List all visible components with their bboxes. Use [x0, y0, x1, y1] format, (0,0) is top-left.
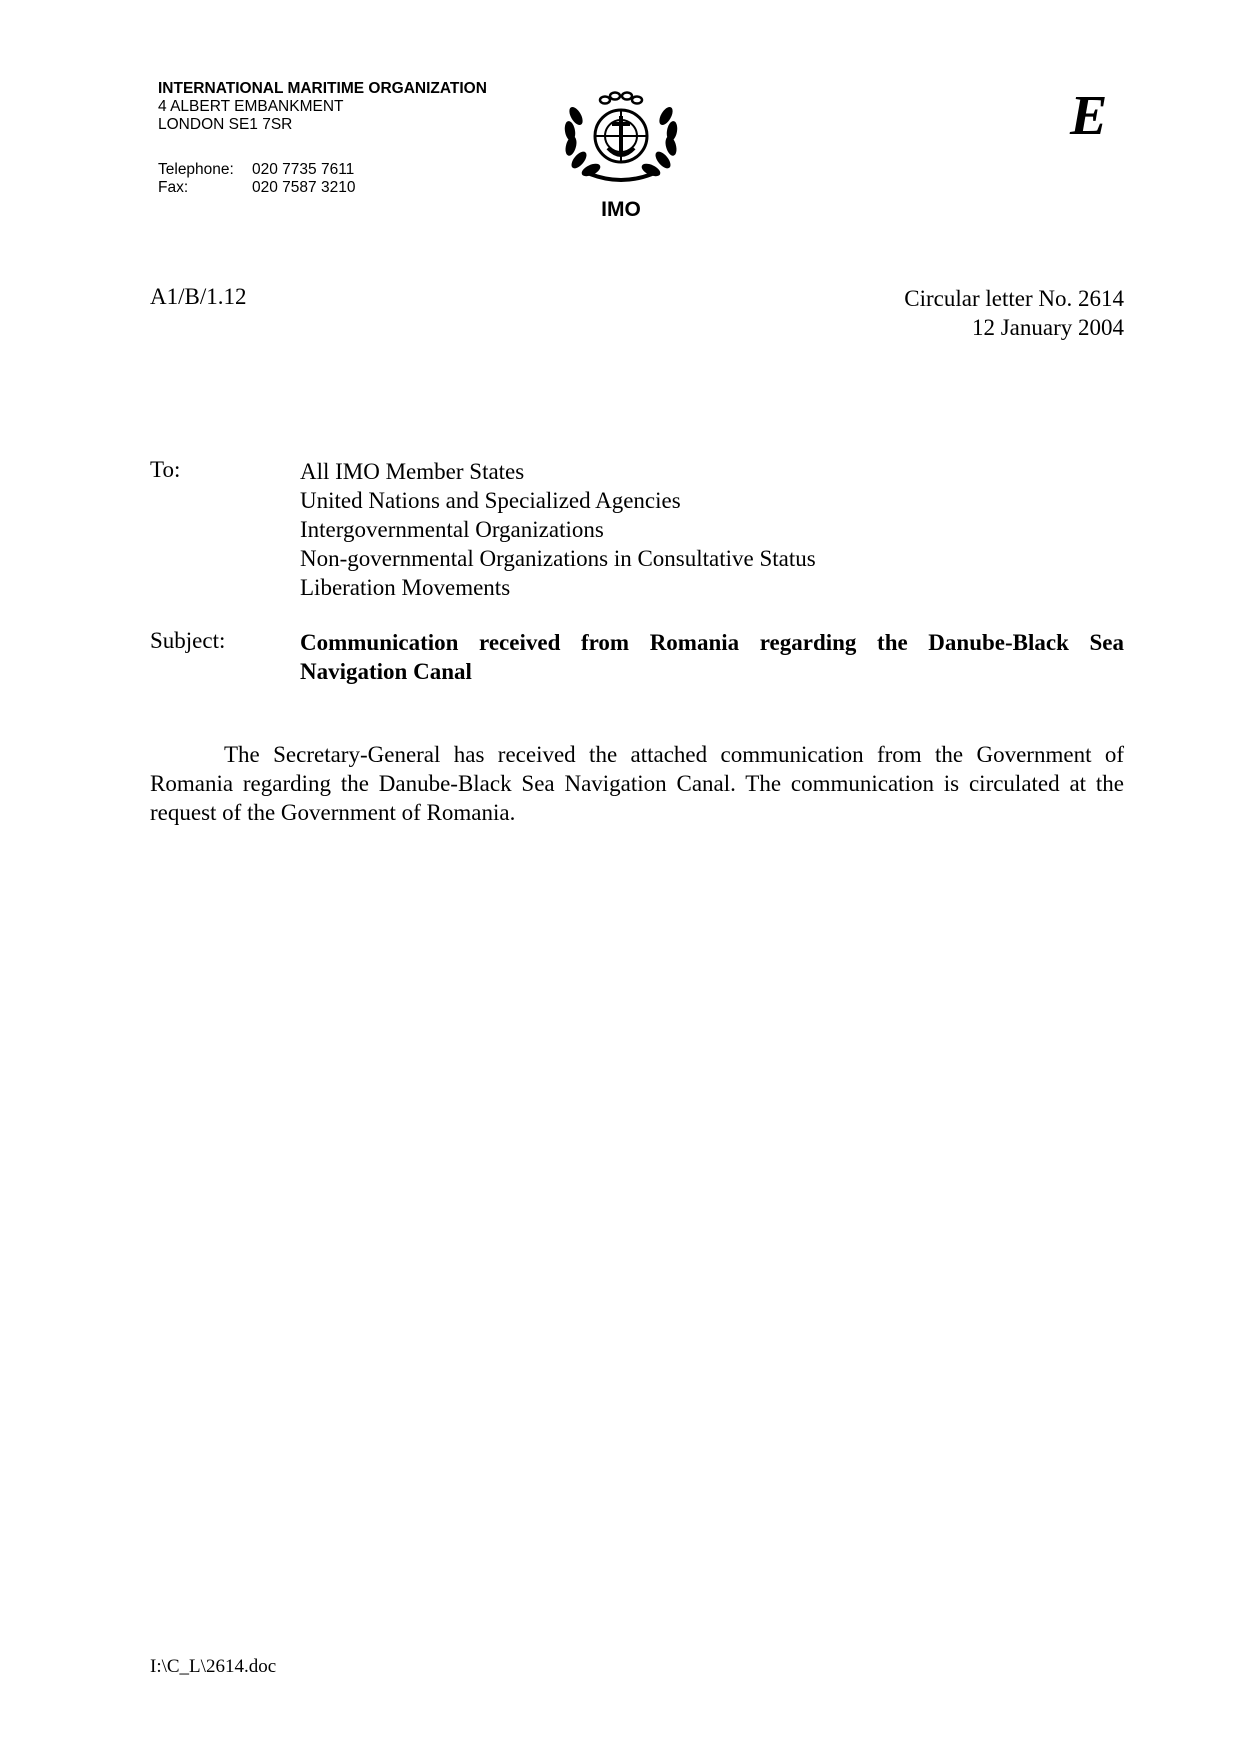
body-paragraph: The Secretary-General has received the attached communication from the Government of Romania regarding the Danube-Black Sea Navigation Canal. The communication is circulated at the request of the Government of Romania. — [150, 742, 1124, 825]
telephone-value: 020 7735 7611 — [252, 161, 355, 178]
fax-label: Fax: — [158, 179, 189, 196]
address-line-2: LONDON SE1 7SR — [158, 116, 293, 133]
addressee-item: Non-governmental Organizations in Consultative Status — [300, 546, 816, 571]
to-label: To: — [150, 457, 181, 482]
imo-emblem-icon — [560, 86, 682, 186]
addressee-item: Liberation Movements — [300, 575, 511, 600]
circular-number: Circular letter No. 2614 — [904, 286, 1124, 311]
address-line-1: 4 ALBERT EMBANKMENT — [158, 98, 344, 115]
language-mark: E — [1070, 85, 1108, 147]
circular-reference — [904, 284, 1124, 342]
subject-text: Communication received from Romania regarding the Danube-Black Sea Navigation Canal — [300, 630, 1124, 684]
logo-text: IMO — [601, 198, 641, 221]
subject-label: Subject: — [150, 628, 226, 653]
file-reference: A1/B/1.12 — [150, 284, 247, 309]
letterhead-org-block — [158, 80, 487, 134]
addressee-item: All IMO Member States — [300, 459, 525, 484]
circular-date: 12 January 2004 — [971, 315, 1124, 340]
contact-block — [158, 161, 355, 197]
addressee-item: Intergovernmental Organizations — [300, 517, 604, 542]
org-name: INTERNATIONAL MARITIME ORGANIZATION — [158, 80, 487, 97]
fax-value: 020 7587 3210 — [252, 179, 356, 196]
telephone-label: Telephone: — [158, 161, 234, 178]
telephone-row — [158, 161, 355, 179]
addressee-item: United Nations and Specialized Agencies — [300, 488, 681, 513]
fax-row — [158, 179, 355, 197]
footer-file-path: I:\C_L\2614.doc — [150, 1656, 277, 1677]
addressee-list — [300, 457, 816, 602]
